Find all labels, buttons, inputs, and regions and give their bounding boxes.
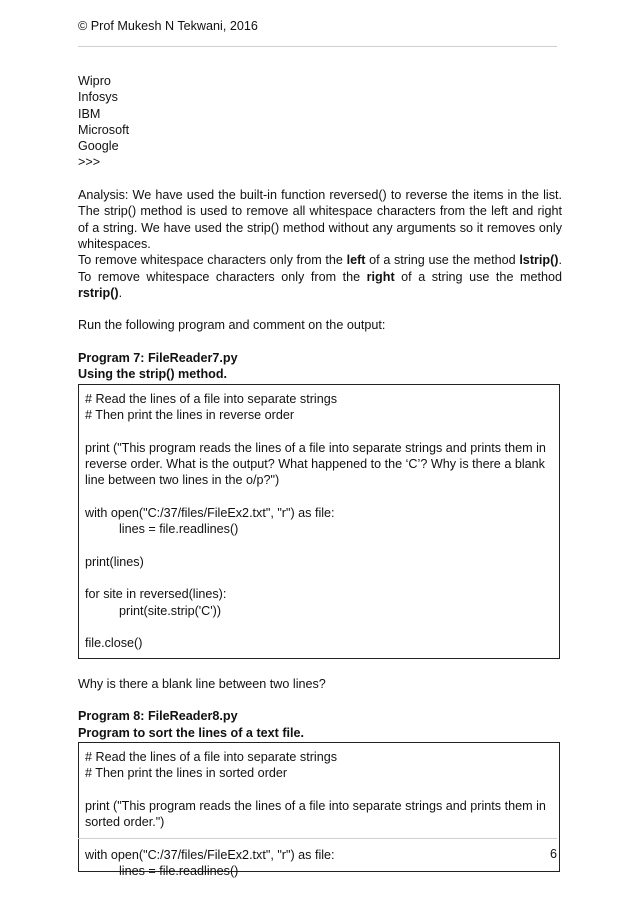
bold-term: left [346,253,366,268]
code-line: # Then print the lines in reverse order [85,407,295,422]
output-line: Infosys [78,90,118,105]
code-line: with open("C:/37/files/FileEx2.txt", "r") as file: [85,847,335,862]
output-line: >>> [78,155,101,170]
code-line: # Then print the lines in sorted order [85,766,288,781]
bold-term: lstrip() [519,253,559,268]
code-line: print(site.strip('C')) [105,603,222,618]
header-rule [78,46,557,47]
analysis-paragraph [78,187,562,301]
program7-subtitle: Using the strip() method. [78,367,228,382]
analysis-text: of a string use the method [365,253,520,268]
question-text: Why is there a blank line between two lines? [78,676,326,691]
run-instruction: Run the following program and comment on the output: [78,318,386,333]
code-line: print ("This program reads the lines of a file into separate strings and prints them in reverse order. What is the output? What happened to the ‘C’? Why is there a blank line between two lines in the o/p?") [85,440,550,488]
output-line: IBM [78,106,101,121]
program7-title: Program 7: FileReader7.py [78,351,238,366]
page-content [78,73,562,878]
program7-code-box [78,384,560,660]
program8-title: Program 8: FileReader8.py [78,709,238,724]
analysis-text: of a string use the method [394,269,562,284]
code-line: lines = file.readlines() [105,522,239,537]
code-line: print(lines) [85,554,144,569]
analysis-text: . [118,285,123,300]
program8-code-box [78,742,560,878]
analysis-text: . To remove whitespace characters only from the [78,253,562,284]
page-header: © Prof Mukesh N Tekwani, 2016 [78,19,258,33]
output-line: Microsoft [78,122,130,137]
analysis-text: Analysis: We have used the built-in function reversed() to reverse the items in the list. The strip() method is used to remove all whitespace characters from the left and right of a string. We have used the strip() method without any arguments so it removes only whitespaces. [78,188,562,251]
page-number: 6 [549,847,557,861]
output-line: Wipro [78,74,111,88]
output-listing [78,73,562,171]
output-line: Google [78,139,119,154]
code-line: print ("This program reads the lines of a file into separate strings and prints them in sorted order.") [85,798,550,830]
bold-term: right [366,269,395,284]
code-line: for site in reversed(lines): [85,587,227,602]
code-line: file.close() [85,636,143,651]
code-line: # Read the lines of a file into separate strings [85,749,338,764]
code-line: lines = file.readlines() [105,863,239,878]
code-line: # Read the lines of a file into separate strings [85,391,338,406]
footer-rule [78,838,557,839]
program8-subtitle: Program to sort the lines of a text file. [78,725,305,740]
code-line: with open("C:/37/files/FileEx2.txt", "r") as file: [85,505,335,520]
analysis-text: To remove whitespace characters only from the [78,253,347,268]
bold-term: rstrip() [78,285,119,300]
